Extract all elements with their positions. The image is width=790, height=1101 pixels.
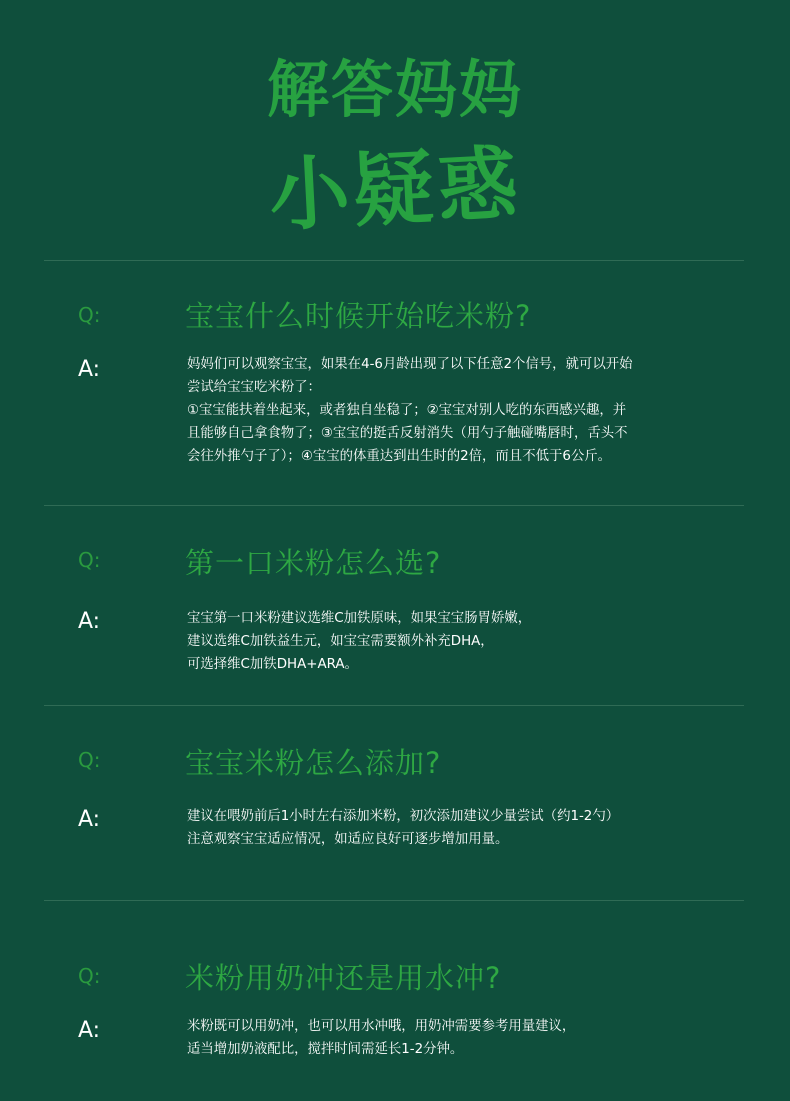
answer-line: ①宝宝能扶着坐起来，或者独自坐稳了；②宝宝对别人吃的东西感兴趣，并 [187,403,627,418]
question-label: Q: [78,748,101,772]
divider [44,260,744,261]
answer-line: 适当增加奶液配比，搅拌时间需延长1-2分钟。 [187,1042,464,1057]
answer-label: A: [78,609,101,634]
heading-line-1: 解答妈妈 [266,53,523,126]
answer-label: A: [78,807,101,832]
answer-line: 妈妈们可以观察宝宝，如果在4-6月龄出现了以下任意2个信号，就可以开始 [187,357,633,372]
answer-text [187,607,717,676]
question-text: 宝宝什么时候开始吃米粉? [185,299,532,333]
answer-line: 宝宝第一口米粉建议选维C加铁原味，如果宝宝肠胃娇嫩， [187,611,532,626]
question-label: Q: [78,303,101,327]
answer-line: 建议在喂奶前后1小时左右添加米粉，初次添加建议少量尝试（约1-2勺） [187,809,620,824]
divider [44,505,744,506]
heading-line-2: 小疑惑 [267,136,524,243]
answer-label: A: [78,1018,101,1043]
answer-line: 尝试给宝宝吃米粉了： [187,380,321,395]
answer-text [187,1015,717,1061]
answer-text [187,353,717,468]
answer-line: 注意观察宝宝适应情况，如适应良好可逐步增加用量。 [187,832,509,847]
answer-line: 会往外推勺子了）；④宝宝的体重达到出生时的2倍，而且不低于6公斤。 [187,449,612,464]
answer-text [187,805,717,851]
divider [44,900,744,901]
answer-line: 可选择维C加铁DHA+ARA。 [187,657,358,672]
answer-line: 建议选维C加铁益生元，如宝宝需要额外补充DHA， [187,634,494,649]
answer-line: 米粉既可以用奶冲，也可以用水冲哦，用奶冲需要参考用量建议， [187,1019,576,1034]
answer-label: A: [78,357,101,382]
answer-line: 且能够自己拿食物了；③宝宝的挺舌反射消失（用勺子触碰嘴唇时，舌头不 [187,426,628,441]
question-label: Q: [78,964,101,988]
question-text: 第一口米粉怎么选? [185,546,442,580]
divider [44,705,744,706]
question-text: 宝宝米粉怎么添加? [185,746,442,780]
question-label: Q: [78,548,101,572]
question-text: 米粉用奶冲还是用水冲? [185,961,502,995]
